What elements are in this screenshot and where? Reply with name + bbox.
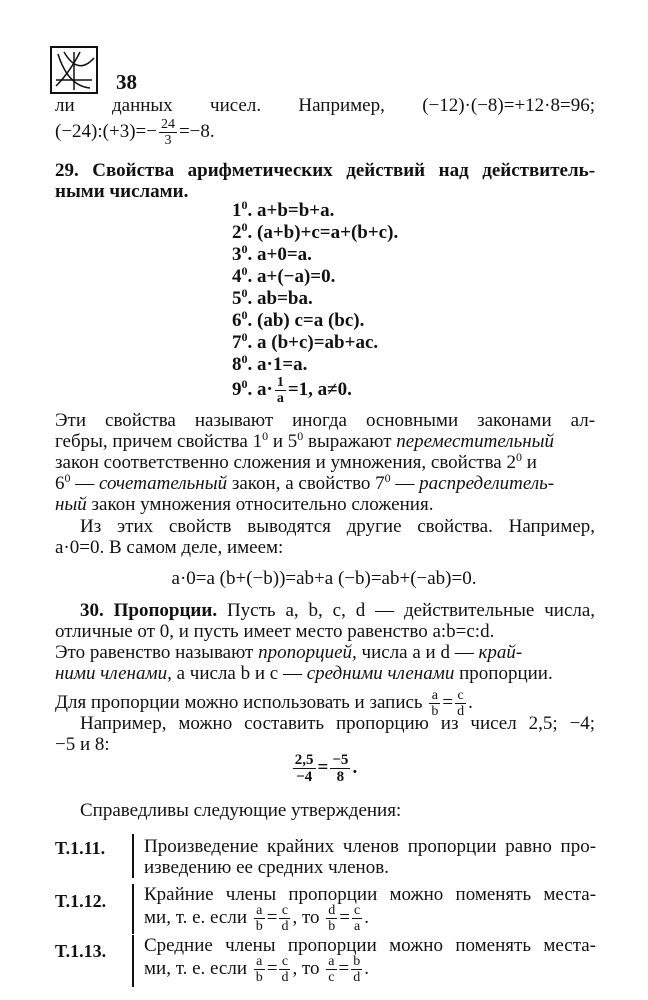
property-9: $9^0$. a· $\frac{1}{a}$ =1, a≠0. [232, 375, 352, 406]
fraction: $\frac{a}{c}$ [328, 954, 335, 985]
theorem-bar [132, 935, 134, 987]
section-30-line-4: ними членами, а числа b и c — средними членами пропорции. [55, 663, 553, 684]
intro-line-1: ли данных чисел. Например, (−12)·(−8)=+12·8=96; [55, 95, 596, 116]
proportion-example: $\frac{2,5}{-4}$ = $\frac{-5}{8}$ . [294, 752, 358, 785]
section-29-title-line-1: 29. Свойства арифметических действий над действитель- [55, 160, 596, 181]
property-6: $6^0$. (ab) c=a (bc). [232, 308, 365, 331]
fraction: $\frac{1}{a}$ [276, 375, 284, 406]
fraction: $\frac{c}{d}$ [281, 903, 289, 934]
fraction: $\frac{a}{b}$ [255, 954, 263, 985]
intro-line-2: (−24):(+3)=− $\frac{24}{3}$ =−8. [55, 117, 215, 148]
section-30-line-2: отличные от 0, и пусть имеет место равенство a:b=c:d. [55, 621, 495, 642]
fraction: $\frac{c}{d}$ [457, 688, 465, 719]
graph-logo-icon [50, 46, 98, 94]
theorem-1-line-2: изведению ее средних членов. [144, 857, 389, 878]
theorem-2-line-1: Крайние члены пропорции можно поменять места- [144, 884, 597, 905]
fraction: $\frac{c}{a}$ [354, 903, 361, 934]
fraction: $\frac{a}{b}$ [255, 903, 263, 934]
para-2-line-2: a·0=0. В самом деле, имеем: [55, 537, 284, 558]
section-30-line-3: Это равенство называют пропорцией, числа a и d — край- [55, 642, 523, 663]
theorem-label-2: T.1.12. [55, 891, 107, 911]
theorem-2-line-2: ми, т. е. если $\frac{a}{b}$ = $\frac{c}{d}$ , то $\frac{d}{b}$ = $\frac{c}{a}$ . [144, 903, 369, 934]
property-4: $4^0$. a+(−a)=0. [232, 264, 336, 287]
property-5: $5^0$. ab=ba. [232, 286, 313, 309]
theorem-label-1: T.1.11. [55, 838, 106, 858]
para-1-line-4: $6^0$ — сочетательный закон, а свойство $7^0$ — распределитель- [55, 471, 555, 494]
theorem-3-line-2: ми, т. е. если $\frac{a}{b}$ = $\frac{c}{d}$ , то $\frac{a}{c}$ = $\frac{b}{d}$ . [144, 954, 369, 985]
fraction: $\frac{24}{3}$ [160, 117, 175, 148]
statements-heading: Справедливы следующие утверждения: [80, 800, 402, 821]
theorem-bar [132, 884, 134, 934]
para-1-line-2: гебры, причем свойства $1^0$ и $5^0$ выражают переместительный [55, 429, 555, 452]
property-2: $2^0$. (a+b)+c=a+(b+c). [232, 220, 399, 243]
fraction: $\frac{b}{d}$ [353, 954, 361, 985]
fraction: $\frac{2,5}{-4}$ [294, 752, 314, 785]
section-30-line-1: 30. Пропорции. Пусть a, b, c, d — действительные числа, [80, 600, 596, 621]
theorem-bar [132, 834, 134, 878]
fraction: $\frac{c}{d}$ [281, 954, 289, 985]
page-number: 38 [116, 70, 137, 94]
para-1-line-3: закон соответственно сложения и умножения, свойства $2^0$ и [55, 450, 537, 473]
theorem-3-line-1: Средние члены пропорции можно поменять места- [144, 935, 597, 956]
formula: a·0=a (b+(−b))=ab+a (−b)=ab+(−ab)=0. [171, 568, 477, 589]
section-30-line-5: Для пропорции можно использовать и запись $\frac{a}{b}$ = $\frac{c}{d}$ . [55, 688, 473, 719]
theorem-1-line-1: Произведение крайних членов пропорции равно про- [144, 836, 597, 857]
section-29-title-line-2: ными числами. [55, 181, 189, 202]
section-30-line-6: Например, можно составить пропорцию из чисел 2,5; −4; [80, 713, 596, 734]
property-1: $1^0$. a+b=b+a. [232, 198, 335, 221]
theorem-label-3: T.1.13. [55, 941, 107, 961]
para-1-line-1: Эти свойства называют иногда основными законами ал- [55, 410, 596, 431]
para-2-line-1: Из этих свойств выводятся другие свойства. Например, [80, 516, 596, 537]
property-8: $8^0$. a·1=a. [232, 352, 308, 375]
para-1-line-5: ный закон умножения относительно сложения. [55, 494, 434, 515]
fraction: $\frac{a}{b}$ [431, 688, 439, 719]
section-30-line-7: −5 и 8: [55, 734, 110, 755]
property-7: $7^0$. a (b+c)=ab+ac. [232, 330, 379, 353]
fraction: $\frac{d}{b}$ [328, 903, 336, 934]
property-3: $3^0$. a+0=a. [232, 242, 312, 265]
fraction: $\frac{-5}{8}$ [332, 752, 349, 785]
